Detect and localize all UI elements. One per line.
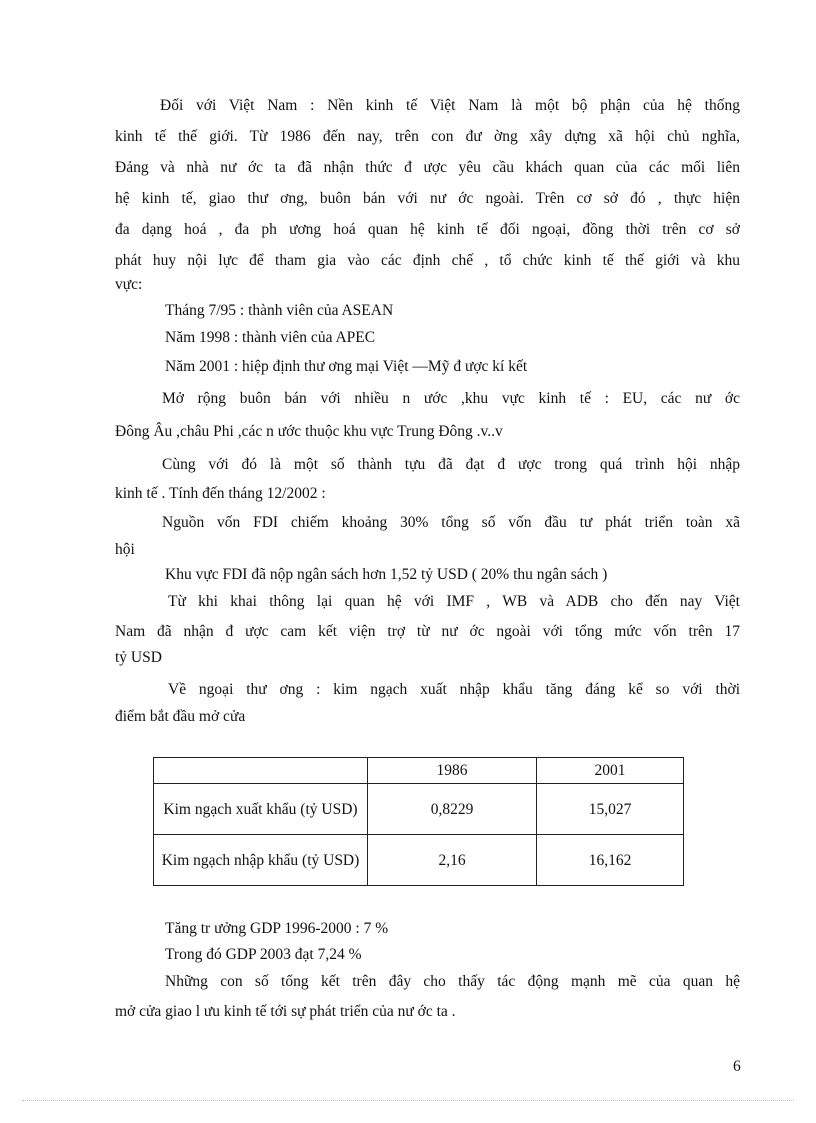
list-item: Năm 1998 : thành viên của APEC [165,329,376,346]
text-line: Đông Âu ,châu Phi ,các n ước thuộc khu vực Trung Đông .v..v [115,423,503,440]
text-line: Cùng với đó là một số thành tựu đã đạt đ ược trong quá trình hội nhập [162,456,740,473]
table-header-cell: 2001 [537,758,684,784]
table-cell: 0,8229 [368,784,537,835]
text-line: Tăng tr ưởng GDP 1996-2000 : 7 % [165,920,389,937]
list-item: Năm 2001 : hiệp định thư ơng mại Việt —Mỹ đ ược kí kết [165,358,528,375]
text-line: mở cửa giao l ưu kinh tế tới sự phát triển của nư ớc ta . [115,1003,456,1020]
text-line: Những con số tổng kết trên đây cho thấy tác động mạnh mẽ của quan hệ [165,973,740,990]
text-line: Mở rộng buôn bán với nhiều n ước ,khu vực kinh tế : EU, các nư ớc [162,390,740,407]
text-line: kinh tế . Tính đến tháng 12/2002 : [115,485,326,502]
text-line: Nam đã nhận đ ược cam kết viện trợ từ nư ớc ngoài với tổng mức vốn trên 17 [115,623,740,640]
table-cell: 2,16 [368,835,537,886]
text-line: Khu vực FDI đã nộp ngân sách hơn 1,52 tỷ USD ( 20% thu ngân sách ) [165,566,608,583]
text-line: kinh tế thế giới. Từ 1986 đến nay, trên con đư ờng xây dựng xã hội chủ nghĩa, [115,128,740,145]
table-header-cell [154,758,368,784]
trade-table [153,757,684,886]
table-cell: Kim ngạch nhập khẩu (tỷ USD) [154,835,368,886]
table-cell: 15,027 [537,784,684,835]
table-header-row [154,758,684,784]
text-line: hội [115,541,135,558]
text-line: điểm bắt đầu mở cửa [115,708,246,725]
text-line: đa dạng hoá , đa ph ương hoá quan hệ kinh tế đối ngoại, đồng thời trên cơ sở [115,221,740,238]
table-row [154,784,684,835]
text-line: Nguồn vốn FDI chiếm khoảng 30% tổng số vốn đầu tư phát triển toàn xã [162,514,740,531]
text-line: Đối với Việt Nam : Nền kinh tế Việt Nam là một bộ phận của hệ thống [160,97,740,114]
table-header-cell: 1986 [368,758,537,784]
text-line: Đảng và nhà nư ớc ta đã nhận thức đ ược yêu cầu khách quan của các mối liên [115,159,740,176]
footer-divider [22,1100,794,1101]
table-cell: Kim ngạch xuất khẩu (tỷ USD) [154,784,368,835]
text-line: tỷ USD [115,649,162,666]
text-line: phát huy nội lực để tham gia vào các định chế , tổ chức kinh tế thế giới và khu [115,252,740,269]
text-line: Trong đó GDP 2003 đạt 7,24 % [165,946,362,963]
text-line: Về ngoại thư ơng : kim ngạch xuất nhập khẩu tăng đáng kể so với thời [168,681,740,698]
table-row [154,835,684,886]
table-cell: 16,162 [537,835,684,886]
text-line: hệ kinh tế, giao thư ơng, buôn bán với nư ớc ngoài. Trên cơ sở đó , thực hiện [115,190,740,207]
text-line: Từ khi khai thông lại quan hệ với IMF , WB và ADB cho đến nay Việt [168,593,740,610]
list-item: Tháng 7/95 : thành viên của ASEAN [165,302,394,319]
page-number: 6 [733,1058,741,1075]
text-line: vực: [115,276,143,293]
